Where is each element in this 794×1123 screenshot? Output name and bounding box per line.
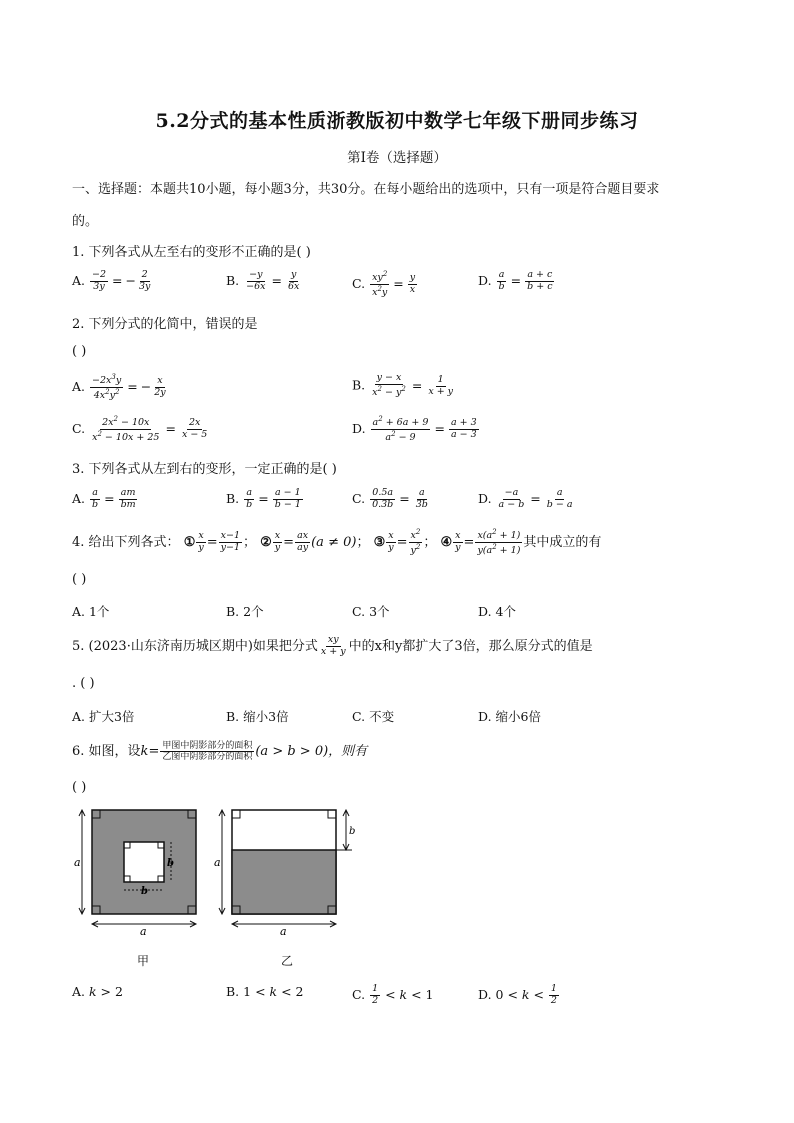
q6-option-b[interactable]: B. 1 < k < 2: [226, 984, 304, 999]
q6-paren: ( ): [72, 780, 87, 795]
q6-figure: [70, 800, 370, 950]
q4-option-c[interactable]: C. 3个: [352, 604, 390, 619]
q1-option-a[interactable]: A. $\frac{-2}{3y}$ = − $\frac{2}{3y}$: [72, 269, 151, 292]
instructions-line-2: 的。: [72, 214, 99, 229]
q2-option-c[interactable]: C. $\frac{2x^2 - 10x}{x^2 - 10x + 25}$ = $\frac{2x}{x - 5}$: [72, 415, 208, 444]
q4-paren: ( ): [72, 572, 87, 587]
q2-option-b[interactable]: B. $\frac{y - x}{x^2 - y^2}$ = $\frac{1}{x + y}$: [352, 372, 454, 399]
q5-stem: 5. (2023·山东济南历城区期中)如果把分式 $\frac{xy}{x + y}$ 中的x和y都扩大了3倍，那么原分式的值是: [72, 634, 593, 657]
q5-paren: . ( ): [72, 676, 95, 691]
q5-option-a[interactable]: A. 扩大3倍: [72, 709, 135, 724]
svg-text:a: a: [140, 925, 147, 938]
q5-option-d[interactable]: D. 缩小6倍: [478, 709, 541, 724]
q2-option-a[interactable]: A. $\frac{-2x^3y}{4x^2y^2}$ = − $\frac{x}{2y}$: [72, 373, 166, 402]
figure-jia: [74, 810, 196, 938]
q2-paren: ( ): [72, 344, 87, 359]
q3-option-c[interactable]: C. $\frac{0.5a}{0.3b}$ = $\frac{a}{3b}$: [352, 487, 428, 510]
q1-option-c[interactable]: C. $\frac{xy^2}{x^2y}$ = $\frac{y}{x}$: [352, 270, 416, 299]
q1-option-b[interactable]: B. $\frac{-y}{-6x}$ = $\frac{y}{6x}$: [226, 269, 300, 292]
q4-option-d[interactable]: D. 4个: [478, 604, 516, 619]
q4-stem: 4. 给出下列各式： ① $\frac{x}{y}$ = $\frac{x-1}{y-1}$ ； ② $\frac{x}{y}$ = $\frac{ax}{ay}$ (a ≠ 0)； ③ $\frac{x}{y}$ = $\frac{x^2}{y^2}$ ； ④ $\frac{x}{y}$ = $\frac{x(a^2 + 1)}{y(a^2 + 1)}$ 其中成立的有: [72, 528, 602, 557]
q3-option-d[interactable]: D. $\frac{-a}{a - b}$ = $\frac{a}{b - a}$: [478, 487, 573, 510]
page-title: 5.2分式的基本性质浙教版初中数学七年级下册同步练习: [155, 110, 639, 132]
svg-text:a: a: [214, 856, 221, 869]
q6-option-a[interactable]: A. k > 2: [72, 984, 123, 999]
svg-text:b: b: [167, 858, 174, 869]
q4-option-b[interactable]: B. 2个: [226, 604, 264, 619]
figure-yi: [214, 810, 355, 938]
q4-option-a[interactable]: A. 1个: [72, 604, 110, 619]
q3-stem: 3. 下列各式从左到右的变形，一定正确的是( ): [72, 462, 337, 477]
q5-option-c[interactable]: C. 不变: [352, 709, 395, 724]
svg-text:b: b: [141, 886, 148, 897]
q1-option-d[interactable]: D. $\frac{a}{b}$ = $\frac{a + c}{b + c}$: [478, 269, 553, 292]
figure-jia-label: 甲: [137, 954, 150, 968]
q5-option-b[interactable]: B. 缩小3倍: [226, 709, 289, 724]
q6-stem: 6. 如图，设k= $\frac{\text{甲图中阴影部分的面积}}{\text{乙图中阴影部分的面积}}$ (a > b > 0)，则有: [72, 740, 368, 762]
svg-text:b: b: [349, 826, 356, 837]
q1-stem: 1. 下列各式从左至右的变形不正确的是( ): [72, 245, 311, 260]
q6-option-d[interactable]: D. 0 < k < $\frac{1}{2}$: [478, 983, 557, 1006]
instructions-line-1: 一、选择题：本题共10小题，每小题3分，共30分。在每小题给出的选项中，只有一项是符合题目要求: [72, 182, 660, 197]
q2-option-d[interactable]: D. $\frac{a^2 + 6a + 9}{a^2 - 9}$ = $\frac{a + 3}{a - 3}$: [352, 415, 477, 444]
figure-yi-label: 乙: [281, 954, 294, 968]
q2-stem: 2. 下列分式的化简中，错误的是: [72, 317, 258, 332]
q3-option-a[interactable]: A. $\frac{a}{b}$ = $\frac{am}{bm}$: [72, 487, 136, 510]
q6-option-c[interactable]: C. $\frac{1}{2}$ < k < 1: [352, 983, 434, 1006]
svg-text:a: a: [280, 925, 287, 938]
section-subtitle: 第I卷（选择题）: [347, 150, 447, 166]
svg-text:a: a: [74, 856, 81, 869]
q3-option-b[interactable]: B. $\frac{a}{b}$ = $\frac{a - 1}{b - 1}$: [226, 487, 301, 510]
